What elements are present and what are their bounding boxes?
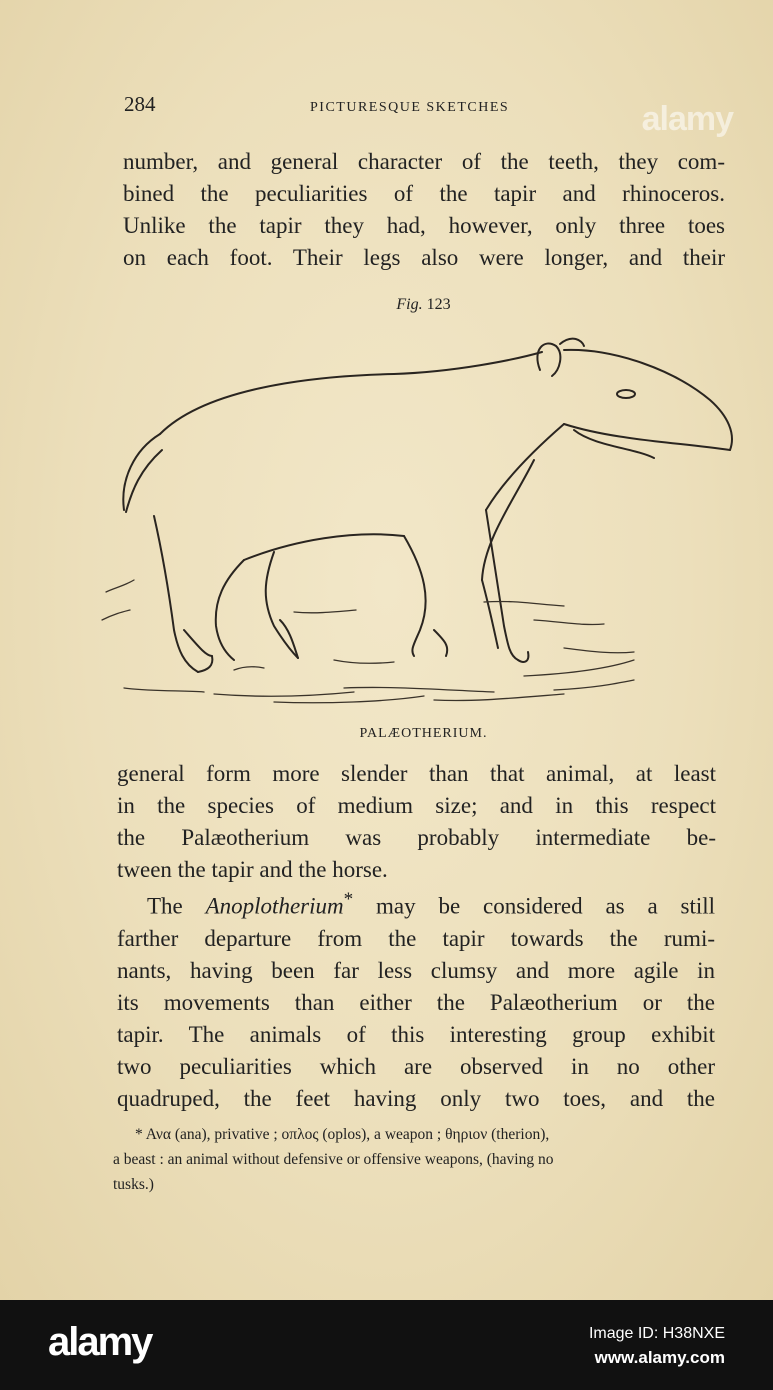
running-head: PICTURESQUE SKETCHES	[310, 100, 510, 115]
text-line: general form more slender than that animal, at least	[117, 761, 716, 786]
watermark: alamy	[641, 100, 733, 138]
paragraph-middle	[117, 758, 716, 886]
page-number: 284	[124, 92, 156, 116]
genus-name: Anoplotherium	[205, 893, 344, 919]
text-line: tween the tapir and the horse.	[117, 857, 388, 882]
ear	[537, 343, 560, 376]
site-url: www.alamy.com	[594, 1348, 725, 1367]
eye	[617, 390, 635, 398]
ground-lines	[102, 580, 634, 703]
text-line: in the species of medium size; and in this respect	[117, 793, 716, 818]
footnote-marker: *	[343, 889, 354, 910]
stock-photo-bar	[0, 1300, 773, 1390]
first-word: The	[147, 893, 183, 919]
text-line: the Palæotherium was probably intermediate be-	[117, 825, 716, 850]
text-line: quadruped, the feet having only two toes, and the	[117, 1085, 715, 1111]
text-line: its movements than either the Palæotherium or the	[117, 989, 715, 1015]
first-line-rest: may be considered as a still	[376, 893, 716, 919]
text-line: on each foot. Their legs also were longer, and their	[123, 245, 725, 270]
paragraph-top	[123, 146, 725, 274]
figure-label	[0, 296, 773, 314]
text-line: nants, having been far less clumsy and more agile in	[117, 957, 715, 983]
text-line: two peculiarities which are observed in no other	[117, 1053, 715, 1079]
footnote	[113, 1122, 718, 1197]
figure-label-number: 123	[426, 296, 451, 313]
back-outline	[160, 352, 542, 434]
image-id-block	[589, 1322, 725, 1370]
footnote-line: tusks.)	[113, 1176, 154, 1193]
figure-caption: PALÆOTHERIUM.	[359, 726, 488, 741]
text-line: number, and general character of the teeth, they com-	[123, 149, 725, 174]
image-id: Image ID: H38NXE	[588, 1325, 725, 1342]
paragraph-bottom	[117, 884, 715, 1115]
footnote-line: * Ανα (ana), privative ; οπλος (oplos), a weapon ; θηριον (therion),	[135, 1126, 550, 1143]
palaeotherium-illustration	[94, 330, 744, 710]
text-line: farther departure from the tapir towards the rumi-	[117, 925, 715, 951]
hind-leg-rear	[154, 516, 198, 672]
footnote-line: a beast : an animal without defensive or offensive weapons, (having no	[113, 1151, 554, 1168]
brand-logo: alamy	[48, 1320, 152, 1364]
page-header	[124, 92, 723, 122]
text-line: tapir. The animals of this interesting group exhibit	[117, 1021, 715, 1047]
figure-label-prefix: Fig.	[396, 296, 423, 313]
tail	[123, 434, 160, 510]
text-line: Unlike the tapir they had, however, only three toes	[123, 213, 725, 238]
fore-leg-front	[486, 510, 518, 660]
text-line-first	[117, 884, 715, 923]
text-line: bined the peculiarities of the tapir and rhinoceros.	[123, 181, 725, 206]
hind-leg-front	[216, 560, 244, 660]
head-outline	[564, 350, 732, 450]
belly-outline	[244, 534, 404, 560]
neck-outline	[486, 424, 564, 510]
fore-leg-rear	[404, 536, 426, 656]
